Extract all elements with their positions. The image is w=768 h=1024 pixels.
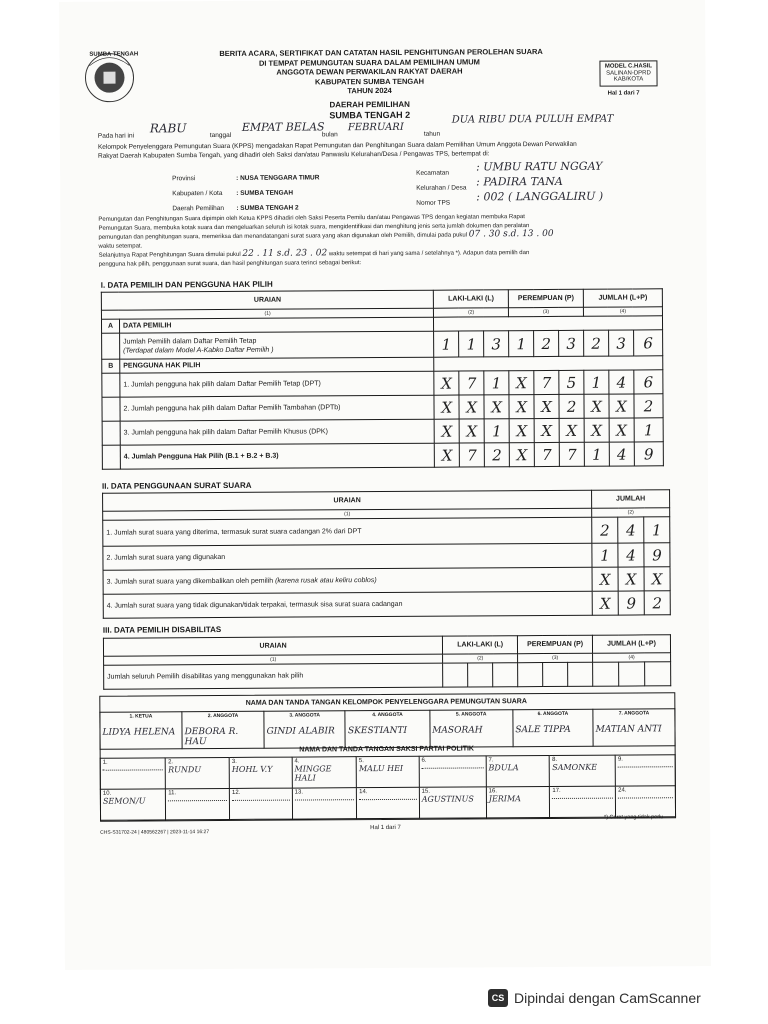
sig-saksi-16: JERIMA <box>488 794 521 804</box>
location-left-labels: Provinsi Kabupaten / Kota Daerah Pemilihan <box>172 175 225 213</box>
sig-anggota-7: MATIAN ANTI <box>595 724 662 735</box>
hw-waktu-penghitungan: 22 . 11 s.d. 23 . 02 <box>242 248 328 259</box>
sig-anggota-6: SALE TIPPA <box>515 724 571 736</box>
col-uraian: URAIAN <box>101 290 433 310</box>
section3-table: URAIAN LAKI-LAKI (L) PEREMPUAN (P) JUMLAH (L+P) (1) (2) (3) (4) Jumlah seluruh Pemilih disabilitas yang menggunakan hak pilih <box>103 634 671 689</box>
page-number-top: Hal 1 dari 7 <box>607 90 640 97</box>
sig-saksi-9 <box>618 766 673 767</box>
location-right-labels: Kecamatan Kelurahan / Desa Nomor TPS <box>416 169 467 207</box>
label-tanggal: tanggal <box>209 131 232 140</box>
row-surat-tidak-digunakan: 4. Jumlah surat suara yang tidak digunakan/tidak terpakai, termasuk sisa surat suara cadangan X 9 2 <box>103 591 670 618</box>
row-a1: Jumlah Pemilih dalam Daftar Pemilih Tetap (Terdapat dalam Model A-Kabko Daftar Pemilih ) 1 1 3 1 2 3 2 3 6 <box>102 330 663 359</box>
sig-saksi-5: MALU HEI <box>358 763 404 774</box>
sig-anggota-5: MASORAH <box>432 725 483 736</box>
hw-hari: RABU <box>149 121 187 136</box>
col-uraian-3: URAIAN <box>103 636 442 656</box>
sig-anggota-2: DEBORA R. HAU <box>184 726 239 748</box>
col-jumlah: JUMLAH (L+P) <box>583 289 662 307</box>
kpps-signature-row: 1. KETUA LIDYA HELENA 2. ANGGOTA DEBORA R. HAU 3. ANGGOTA GINDI ALABIR 4. ANGGOTA SKESTIANTI 5. ANGGOTA MASORAH 6. ANGGOTA SALE TIPPA 7. ANGGOTA MATIAN ANTI <box>99 708 675 750</box>
hw-tanggal: EMPAT BELAS <box>241 120 325 134</box>
sig-saksi-3: HOHL V.Y <box>231 764 273 774</box>
sig-saksi-14 <box>359 799 417 800</box>
sig-saksi-24 <box>618 797 673 798</box>
location-right-values: : UMBU RATU NGGAY : PADIRA TANA : 002 ( LANGGALIRU ) <box>476 159 604 204</box>
sig-anggota-3: GINDI ALABIR <box>266 726 335 737</box>
col-laki: LAKI-LAKI (L) <box>434 290 509 308</box>
sig-ketua: LIDYA HELENA <box>102 727 176 738</box>
section3-title: III. DATA PEMILIH DISABILITAS <box>102 625 222 635</box>
sig-saksi-15: AGUSTINUS <box>421 794 474 804</box>
footer-note: *) Coret yang tidak perlu <box>604 814 664 821</box>
hw-waktu-pemungutan: 07 . 30 s.d. 13 . 00 <box>468 228 554 240</box>
camscanner-text: Dipindai dengan CamScanner <box>514 990 701 1006</box>
opening-text: Kelompok Penyelenggara Pemungutan Suara (KPPS) mengadakan Rapat Pemungutan dan Penghitungan Suara dalam Pemilihan Umum Anggota Dewan Perwakilan Rakyat Daerah Kabupaten Sumba Tengah, yang dihadiri oleh Saksi dan/atau Panwaslu Kelurahan/Desa / Pengawas TPS, bertempat di: <box>97 140 577 160</box>
sig-anggota-4: SKESTIANTI <box>347 725 408 737</box>
procedure-paragraph: Pemungutan dan Penghitungan Suara dipimpin oleh Ketua KPPS dihadiri oleh Saksi Peserta Pemilu dan/atau Pengawas TPS dengan kegiatan membuka Rapat Pemungutan Suara, membuka kotak suara dan mengeluarkan seluruh isi kotak suara, mengidentifikasi dan menghitung jenis serta jumlah dokumen dan peralatan pemungutan dan penghitungan suara, memeriksa dan menandatangani surat suara yang akan digunakan oleh Pemilih, dimulai pada pukul 07 . 30 s.d. 13 . 00 waktu setempat. Selanjutnya Rapat Penghitungan Suara dimulai pukul 22 . 11 s.d. 23 . 02 waktu setempat di hari yang sama / setelahnya *). Adapun data pemilih dan pengguna hak pilih, penggunaan surat suara, dan hasil penghitungan suara terinci sebagai berikut: <box>98 214 554 268</box>
logo-text: SUMBA TENGAH <box>89 51 139 58</box>
section1-table: URAIAN LAKI-LAKI (L) PEREMPUAN (P) JUMLAH (L+P) (1) (2) (3) (4) A DATA PEMILIH Jumlah Pemilih dalam Daftar Pemilih Tetap (Terdapat dalam Model A-Kabko Daftar Pemilih ) 1 1 3 1 2 3 2 3 6 B PENGGUNA HAK PILIH 1. Jumlah pengguna hak pilih dalam Daftar Pemilih Tetap (DPT) X 7 1 X 7 5 1 4 6 2. Jumlah pengguna hak pilih dalam Daftar Pemilih Tambahan (DPTb) X X X X X 2 X X 2 3. Jumlah pengguna hak pilih dalam Daftar Pemilih Khusus (DPK) X X 1 X X X X X 1 4. Jumlah Pengguna Hak Pilih (B.1 + B.2 + B.3) X 7 2 X 7 7 1 4 9 <box>101 288 664 469</box>
section1-title: I. DATA PEMILIH DAN PENGGUNA HAK PILIH <box>100 279 273 290</box>
row-disabilitas: Jumlah seluruh Pemilih disabilitas yang menggunakan hak pilih <box>104 662 671 689</box>
location-left-values: : NUSA TENGGARA TIMUR : SUMBA TENGAH : SUMBA TENGAH 2 <box>236 174 320 212</box>
row-b3: 3. Jumlah pengguna hak pilih dalam Daftar Pemilih Khusus (DPK) X X 1 X X X X X 1 <box>102 418 663 445</box>
sig-saksi-1 <box>103 769 163 770</box>
col-uraian-2: URAIAN <box>103 490 592 511</box>
row-surat-dikembalikan: 3. Jumlah surat suara yang dikembalikan oleh pemilih (karena rusak atau keliru coblos) X X X <box>103 567 670 594</box>
row-surat-digunakan: 2. Jumlah surat suara yang digunakan 1 4 9 <box>103 543 670 570</box>
row-b4: 4. Jumlah Pengguna Hak Pilih (B.1 + B.2 + B.3) X 7 2 X 7 7 1 4 9 <box>102 442 663 469</box>
label-bulan: bulan <box>321 131 338 139</box>
saksi-title: NAMA DAN TANDA TANGAN SAKSI PARTAI POLITIK <box>299 745 475 754</box>
row-b1: 1. Jumlah pengguna hak pilih dalam Daftar Pemilih Tetap (DPT) X 7 1 X 7 5 1 4 6 <box>102 370 663 397</box>
camscanner-logo-icon: CS <box>488 989 508 1007</box>
sig-saksi-4: MINGGE HALI <box>294 764 332 783</box>
sig-saksi-17 <box>552 798 613 799</box>
row-pengguna-hak-pilih: PENGGUNA HAK PILIH <box>120 357 434 373</box>
row-surat-diterima: 1. Jumlah surat suara yang diterima, termasuk surat suara cadangan 2% dari DPT 2 4 1 <box>103 517 670 546</box>
camscanner-watermark <box>488 989 701 1007</box>
sig-saksi-2: RUNDU <box>168 765 202 775</box>
saksi-signature-grid: 1. 2. RUNDU 3. HOHL V.Y 4. MINGGE HALI 5. MALU HEI 6. 7. BDULA 8. SAMONKE 9. 10. SEMON/U 11. 12. 13. 14. 15. AGUSTINUS 16. JERIMA 17. 24. <box>100 754 676 821</box>
section2-table: URAIAN JUMLAH (1) (2) 1. Jumlah surat suara yang diterima, termasuk surat suara cadangan 2% dari DPT 2 4 1 2. Jumlah surat suara yang digunakan 1 4 9 3. Jumlah surat suara yang dikembalikan oleh pemilih (karena rusak atau keliru coblos) X X X 4. Jumlah surat suara yang tidak digunakan/tidak terpakai, termasuk sisa surat suara cadangan X 9 2 <box>102 489 671 618</box>
document-page <box>59 0 711 970</box>
sig-saksi-7: BDULA <box>488 763 519 773</box>
col-jumlah-2: JUMLAH <box>592 490 670 508</box>
col-perempuan: PEREMPUAN (P) <box>508 289 583 307</box>
model-box: MODEL C.HASIL SALINAN-DPRD KAB/KOTA <box>599 60 657 86</box>
row-b2: 2. Jumlah pengguna hak pilih dalam Daftar Pemilih Tambahan (DPTb) X X X X X 2 X X 2 <box>102 394 663 421</box>
label-tahun: tahun <box>423 130 441 138</box>
section2-title: II. DATA PENGGUNAAN SURAT SUARA <box>101 480 252 491</box>
label-pada-hari: Pada hari ini <box>97 132 135 140</box>
hw-tahun: DUA RIBU DUA PULUH EMPAT <box>451 113 614 126</box>
sig-saksi-6 <box>422 767 484 768</box>
footer-code: CHS-S31702-24 | 480562267 | 2023-11-14 16:27 <box>100 829 210 836</box>
row-data-pemilih: DATA PEMILIH <box>119 317 433 333</box>
sig-saksi-10: SEMON/U <box>102 796 146 806</box>
hw-bulan: FEBRUARI <box>347 121 404 134</box>
document-title: BERITA ACARA, SERTIFIKAT DAN CATATAN HASIL PENGHITUNGAN PEROLEHAN SUARA DI TEMPAT PEMUNGUTAN SUARA DALAM PEMILIHAN UMUM ANGGOTA DEWAN PERWAKILAN RAKYAT DAERAH KABUPATEN SUMBA TENGAH TAHUN 2024 <box>219 47 543 96</box>
daerah-value: SUMBA TENGAH 2 <box>329 109 411 121</box>
daerah-label: DAERAH PEMILIHAN <box>329 99 410 110</box>
sig-saksi-13 <box>295 799 354 800</box>
footer-page: Hal 1 dari 7 <box>370 824 401 832</box>
sig-saksi-11 <box>168 800 227 801</box>
kpps-title: NAMA DAN TANDA TANGAN KELOMPOK PENYELENGGARA PEMUNGUTAN SUARA <box>245 698 527 707</box>
sig-saksi-8: SAMONKE <box>552 762 598 772</box>
sig-saksi-12 <box>232 800 290 801</box>
